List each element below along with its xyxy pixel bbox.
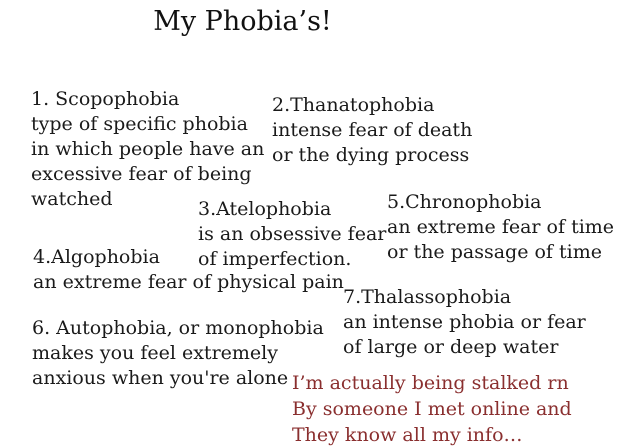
phobia-description-line: intense fear of death <box>272 119 473 141</box>
phobia-description-line: type of specific phobia <box>31 113 248 135</box>
phobia-description-line: of imperfection. <box>198 248 352 270</box>
phobia-description-line: an extreme fear of time <box>387 216 615 238</box>
phobia-description-line: of large or deep water <box>343 336 559 358</box>
phobia-description-line: is an obsessive fear <box>198 223 387 245</box>
phobia-heading: 1. Scopophobia <box>31 88 180 110</box>
phobia-description-line: excessive fear of being <box>31 163 252 185</box>
phobia-item-autophobia <box>32 316 324 391</box>
phobia-heading: 2.Thanatophobia <box>272 94 435 116</box>
phobia-item-scopophobia <box>31 87 264 212</box>
phobia-description-line: an intense phobia or fear <box>343 311 586 333</box>
note-line: They know all my info… <box>292 424 523 446</box>
phobia-description-line: in which people have an <box>31 138 265 160</box>
phobia-description-line: an extreme fear of physical pain <box>33 271 344 293</box>
phobia-description-line: or the dying process <box>272 144 470 166</box>
phobia-heading: 7.Thalassophobia <box>343 286 512 308</box>
phobia-heading: 5.Chronophobia <box>387 191 542 213</box>
note-line: I’m actually being stalked rn <box>292 372 569 394</box>
phobia-description-line: watched <box>31 188 113 210</box>
note-line: By someone I met online and <box>292 398 572 420</box>
stalker-note <box>292 370 572 448</box>
phobia-item-thalassophobia <box>343 285 586 360</box>
phobia-description-line: anxious when you're alone <box>32 367 289 389</box>
page-title: My Phobia’s! <box>153 6 332 37</box>
phobia-heading: 3.Atelophobia <box>198 198 332 220</box>
phobia-description-line: or the passage of time <box>387 241 602 263</box>
phobia-heading: 6. Autophobia, or monophobia <box>32 317 324 339</box>
phobia-item-algophobia <box>33 245 344 295</box>
phobia-item-thanatophobia <box>272 93 472 168</box>
phobia-description-line: makes you feel extremely <box>32 342 278 364</box>
phobia-item-chronophobia <box>387 190 614 265</box>
phobia-heading: 4.Algophobia <box>33 246 160 268</box>
